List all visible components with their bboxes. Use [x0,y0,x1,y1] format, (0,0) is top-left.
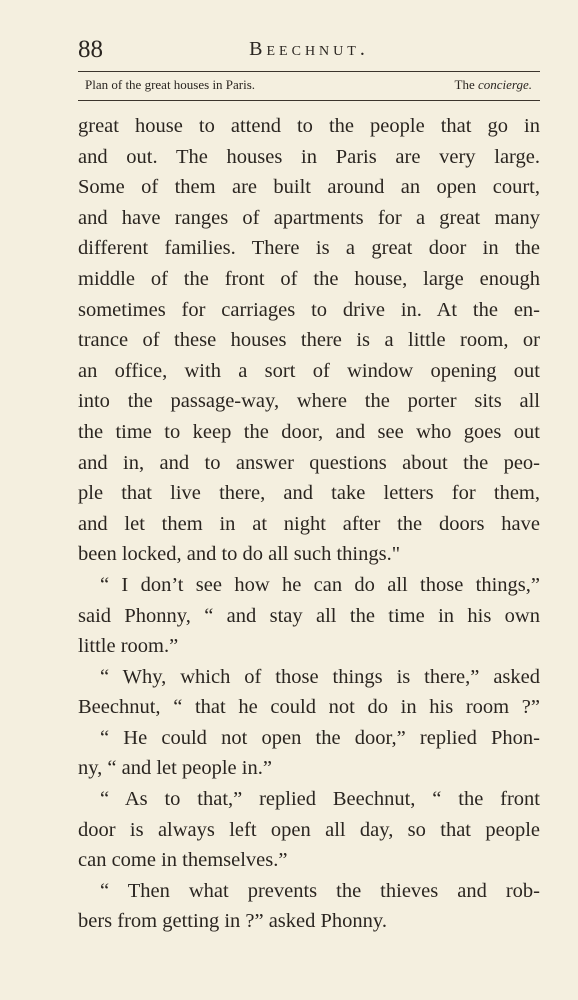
text-line: “ As to that,” replied Beechnut, “ the front [100,788,540,811]
text-line: “ Why, which of those things is there,” asked [100,665,540,688]
book-title: Beechnut. [249,38,369,60]
text-line: said Phonny, “ and stay all the time in his own [78,604,540,627]
text-line: into the passage-way, where the porter sits all [78,390,540,413]
running-head [78,36,540,68]
text-line: sometimes for carriages to drive in. At the en- [78,298,540,321]
header-rule-top [78,71,540,72]
page-number: 88 [78,36,103,63]
text-line: bers from getting in ?” asked Phonny. [78,910,387,933]
text-line: door is always left open all day, so that people [78,818,540,841]
body-text [78,111,540,937]
text-line: middle of the front of the house, large enough [78,267,540,290]
text-line: ple that live there, and take letters for them, [78,482,540,505]
text-line: ny, “ and let people in.” [78,757,272,780]
text-line: little room.” [78,635,179,658]
text-line: and out. The houses in Paris are very large. [78,145,540,168]
text-line: Some of them are built around an open court, [78,176,540,199]
section-subheading [85,77,532,97]
text-line: trance of these houses there is a little room, or [78,329,540,352]
subhead-right-prefix: The [454,77,478,92]
text-line: an office, with a sort of window opening out [78,359,540,382]
text-line: can come in themselves.” [78,849,288,872]
text-line: and have ranges of apartments for a great many [78,206,540,229]
text-line: been locked, and to do all such things." [78,543,401,566]
text-line: “ I don’t see how he can do all those things,” [100,573,540,596]
text-line: and in, and to answer questions about the peo- [78,451,540,474]
header-rule-bottom [78,100,540,101]
text-line: “ Then what prevents the thieves and rob- [100,879,540,902]
text-line: and let them in at night after the doors have [78,512,540,535]
text-line: the time to keep the door, and see who goes out [78,420,540,443]
text-line: “ He could not open the door,” replied Phon- [100,726,540,749]
subhead-right-italic: concierge. [477,77,532,92]
text-line: Beechnut, “ that he could not do in his room ?” [78,696,540,719]
subhead-left: Plan of the great houses in Paris. [85,77,256,92]
text-line: great house to attend to the people that go in [78,115,540,137]
text-line: different families. There is a great door in the [78,237,540,260]
subhead-right [455,77,533,93]
